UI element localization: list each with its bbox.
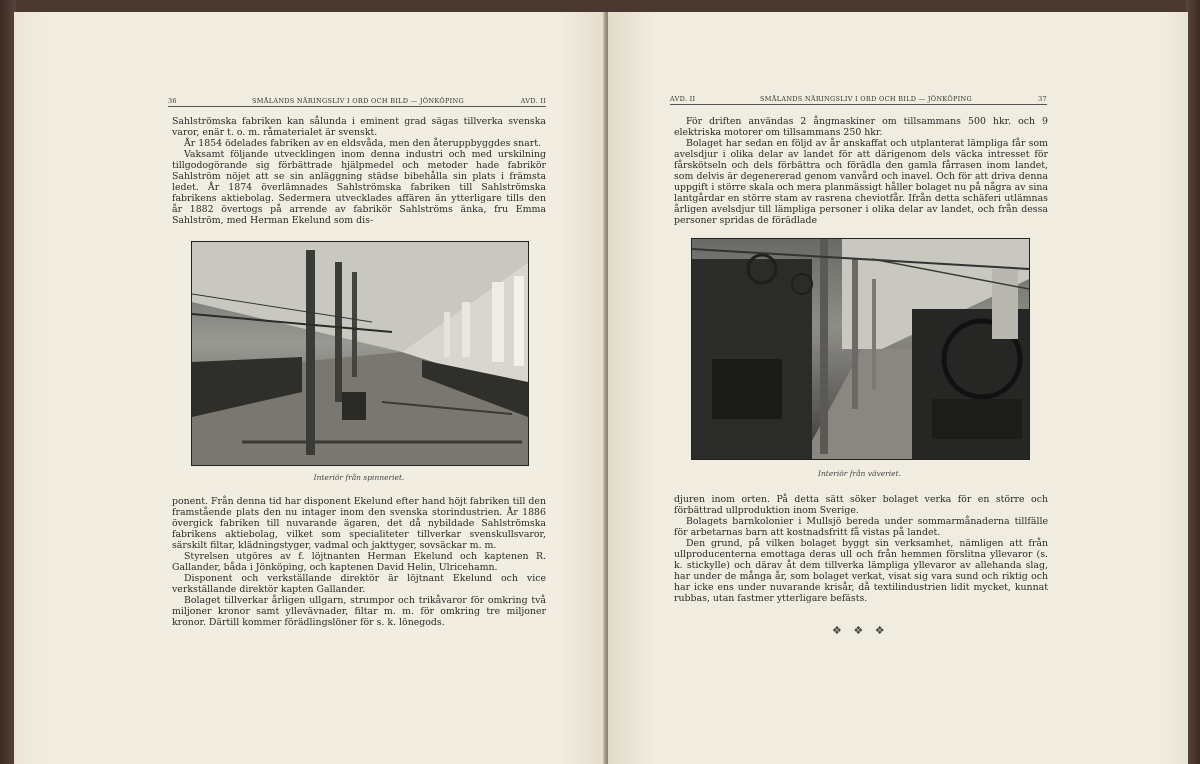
left-page-header	[168, 97, 546, 107]
paragraph: Vaksamt följande utvecklingen inom denna industri och med urskilning tillgodogörande sig förbättrade hjälpmedel och metoder hade fabrikör Sahlström nöjet att se sin anläggning städse bibehålla sin plats i främsta ledet. År 1874 överlämnades Sahlströmska fabriken till Sahlströmska fabrikens aktiebolag. Sedermera utvecklades affären än ytterligare tills den år 1882 övertogs på arrende av fabrikör Sahlströms änka, fru Emma Sahlström, med Herman Ekelund som dis-	[172, 149, 546, 226]
left-top-text	[172, 116, 546, 226]
right-top-text	[674, 116, 1048, 226]
paragraph: Bolaget tillverkar årligen ullgarn, strumpor och trikåvaror för omkring två miljoner kronor samt yllevävnader, filtar m. m. för omkring tre miljoner kronor. Därtill kommer förädlingslöner för s. k. lönegods.	[172, 595, 546, 628]
right-bottom-text	[674, 494, 1048, 604]
weaving-hall-photo	[691, 238, 1030, 460]
paragraph: Bolaget har sedan en följd av år anskaffat och utplanterat lämpliga får som avelsdjur i olika delar av landet för att därigenom dels väcka intresset för fårskötseln och dels förbättra och förädla den gamla fårrasen inom landet, som delvis är degenererad genom vanvård och inavel. Och för att driva denna uppgift i större skala och mera planmässigt håller bolaget nu på några av sina lantgårdar en större stam av rasrena cheviotfår. Ifrån detta schäferi utlämnas årligen avelsdjur till lämpliga personer i olika delar av landet, och från dessa personer spridas de förädlade	[674, 138, 1048, 226]
left-bottom-text	[172, 496, 546, 628]
spinning-hall-photo	[191, 241, 529, 466]
left-section-label: AVD. II	[520, 97, 546, 105]
paragraph: djuren inom orten. På detta sätt söker bolaget verka för en större och förbättrad ullproduktion inom Sverige.	[674, 494, 1048, 516]
paragraph: Styrelsen utgöres av f. löjtnanten Herman Ekelund och kaptenen R. Gallander, båda i Jönköping, och kaptenen David Helin, Ulricehamn.	[172, 551, 546, 573]
paragraph: År 1854 ödelades fabriken av en eldsvåda, men den återuppbyggdes snart.	[184, 138, 541, 149]
paragraph: Disponent och verkställande direktör är löjtnant Ekelund och vice verkställande direktör kapten Gallander.	[172, 573, 546, 595]
right-section-label: AVD. II	[670, 95, 696, 103]
right-page-number: 37	[1038, 95, 1047, 103]
paragraph: ponent. Från denna tid har disponent Ekelund efter hand höjt fabriken till den framstående plats den nu intager inom den svenska storindustrien. År 1886 övergick fabriken till nuvarande ägaren, det då nybildade Sahlströmska fabrikens aktiebolag, vilket som specialiteter tillverkar svenskullsvaror, särskilt filtar, klädningstyger, vadmal och jakttyger, sovsäckar m. m.	[172, 496, 546, 551]
end-ornament: ❖ ❖ ❖	[832, 624, 889, 637]
right-running-title: SMÅLANDS NÄRINGSLIV I ORD OCH BILD — JÖNKÖPING	[760, 95, 972, 103]
paragraph: För driften användas 2 ångmaskiner om tillsammans 500 hkr. och 9 elektriska motorer om tillsammans 250 hkr.	[674, 116, 1048, 138]
paragraph: Den grund, på vilken bolaget byggt sin verksamhet, nämligen att från ullproducenterna emottaga deras ull och från hemmen förslitna yllevaror (s. k. stickylle) och därav åt dem tillverka lämpliga yllevaror av allehanda slag, har under de många år, som bolaget verkat, visat sig vara sund och riktig och har icke ens under nuvarande krisår, då textilindustrien lidit mycket, kunnat rubbas, utan fastmer ytterligare befästs.	[674, 538, 1048, 604]
book-cover-edge-right	[1186, 0, 1200, 764]
right-page-header	[670, 95, 1047, 105]
right-photo-caption: Interiör från väveriet.	[818, 469, 901, 478]
left-running-title: SMÅLANDS NÄRINGSLIV I ORD OCH BILD — JÖNKÖPING	[252, 97, 464, 105]
left-photo-caption: Interiör från spinneriet.	[313, 473, 405, 482]
paragraph: Bolagets barnkolonier i Mullsjö bereda under sommarmånaderna tillfälle för arbetarnas barn att kostnadsfritt få vistas på landet.	[674, 516, 1048, 538]
left-page-number: 36	[168, 97, 177, 105]
paragraph: Sahlströmska fabriken kan sålunda i eminent grad sägas tillverka svenska varor, enär t. o. m. råmaterialet är svenskt.	[172, 116, 546, 138]
